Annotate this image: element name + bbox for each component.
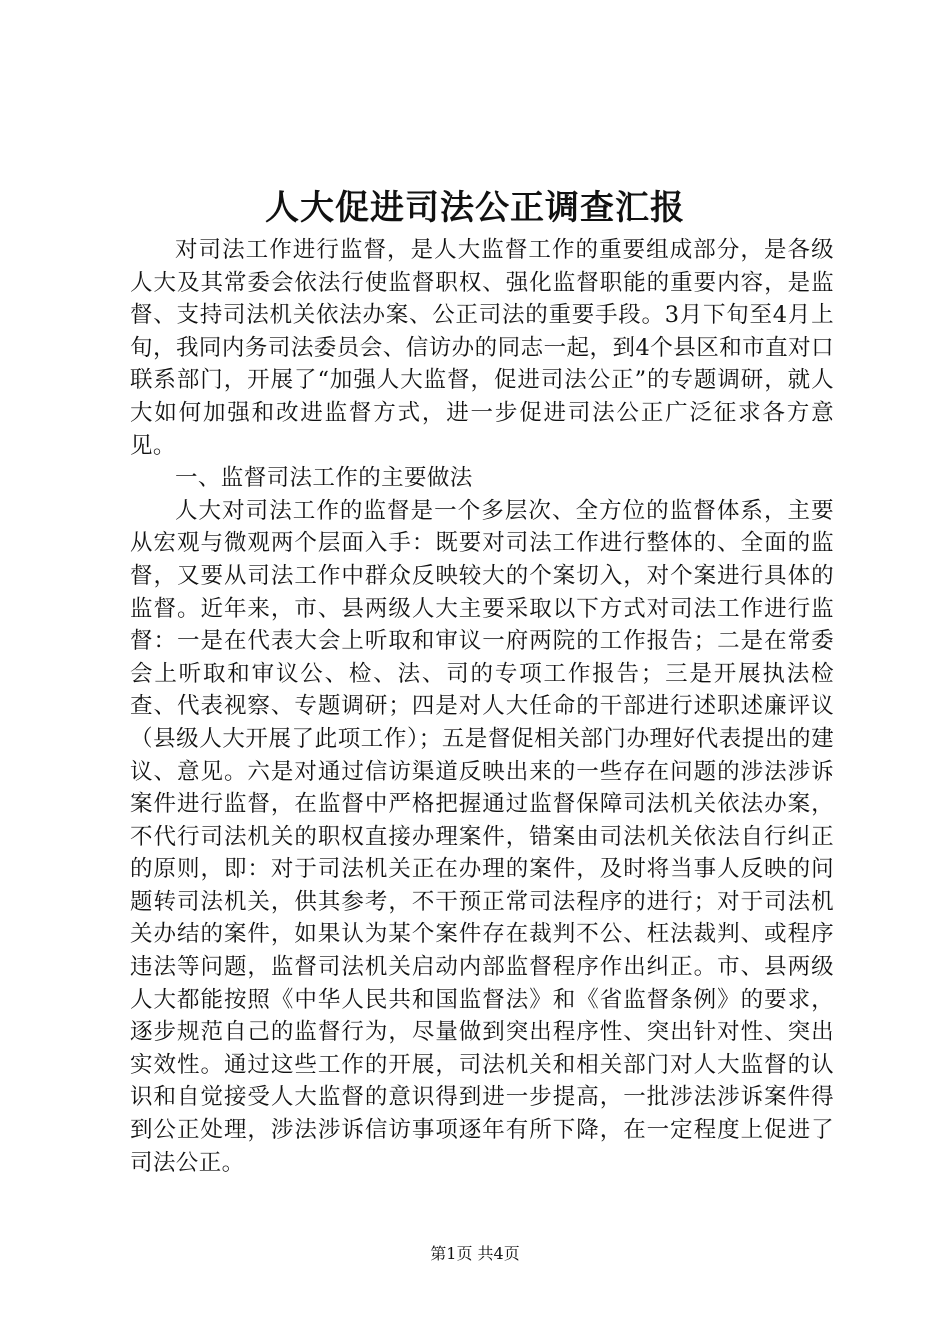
paragraph-intro: 对司法工作进行监督，是人大监督工作的重要组成部分，是各级人大及其常委会依法行使监督职权、强化监督职能的重要内容，是监督、支持司法机关依法办案、公正司法的重要手段。3月下旬至4月上旬，我同内务司法委员会、信访办的同志一起，到4个县区和市直对口联系部门，开展了“加强人大监督，促进司法公正”的专题调研，就人大如何加强和改进监督方式，进一步促进司法公正广泛征求各方意见。 xyxy=(130,237,834,459)
section-heading: 一、监督司法工作的主要做法 xyxy=(175,465,473,492)
page-number: 第1页 共4页 xyxy=(430,1244,520,1263)
document-title: 人大促进司法公正调查汇报 xyxy=(265,188,685,228)
paragraph-main: 人大对司法工作的监督是一个多层次、全方位的监督体系，主要从宏观与微观两个层面入手：既要对司法工作进行整体的、全面的监督，又要从司法工作中群众反映较大的个案切入，对个案进行具体的监督。近年来，市、县两级人大主要采取以下方式对司法工作进行监督：一是在代表大会上听取和审议一府两院的工作报告；二是在常委会上听取和审议公、检、法、司的专项工作报告；三是开展执法检查、代表视察、专题调研；四是对人大任命的干部进行述职述廉评议（县级人大开展了此项工作）；五是督促相关部门办理好代表提出的建议、意见。六是对通过信访渠道反映出来的一些存在问题的涉法涉诉案件进行监督，在监督中严格把握通过监督保障司法机关依法办案，不代行司法机关的职权直接办理案件，错案由司法机关依法自行纠正的原则，即：对于司法机关正在办理的案件，及时将当事人反映的问题转司法机关，供其参考，不干预正常司法程序的进行；对于司法机关办结的案件，如果认为某个案件存在裁判不公、枉法裁判、或程序违法等问题，监督司法机关启动内部监督程序作出纠正。市、县两级人大都能按照《中华人民共和国监督法》和《省监督条例》的要求，逐步规范自己的监督行为，尽量做到突出程序性、突出针对性、突出实效性。通过这些工作的开展，司法机关和相关部门对人大监督的认识和自觉接受人大监督的意识得到进一步提高，一批涉法涉诉案件得到公正处理，涉法涉诉信访事项逐年有所下降，在一定程度上促进了司法公正。 xyxy=(130,497,834,1176)
document-body xyxy=(130,234,834,1179)
